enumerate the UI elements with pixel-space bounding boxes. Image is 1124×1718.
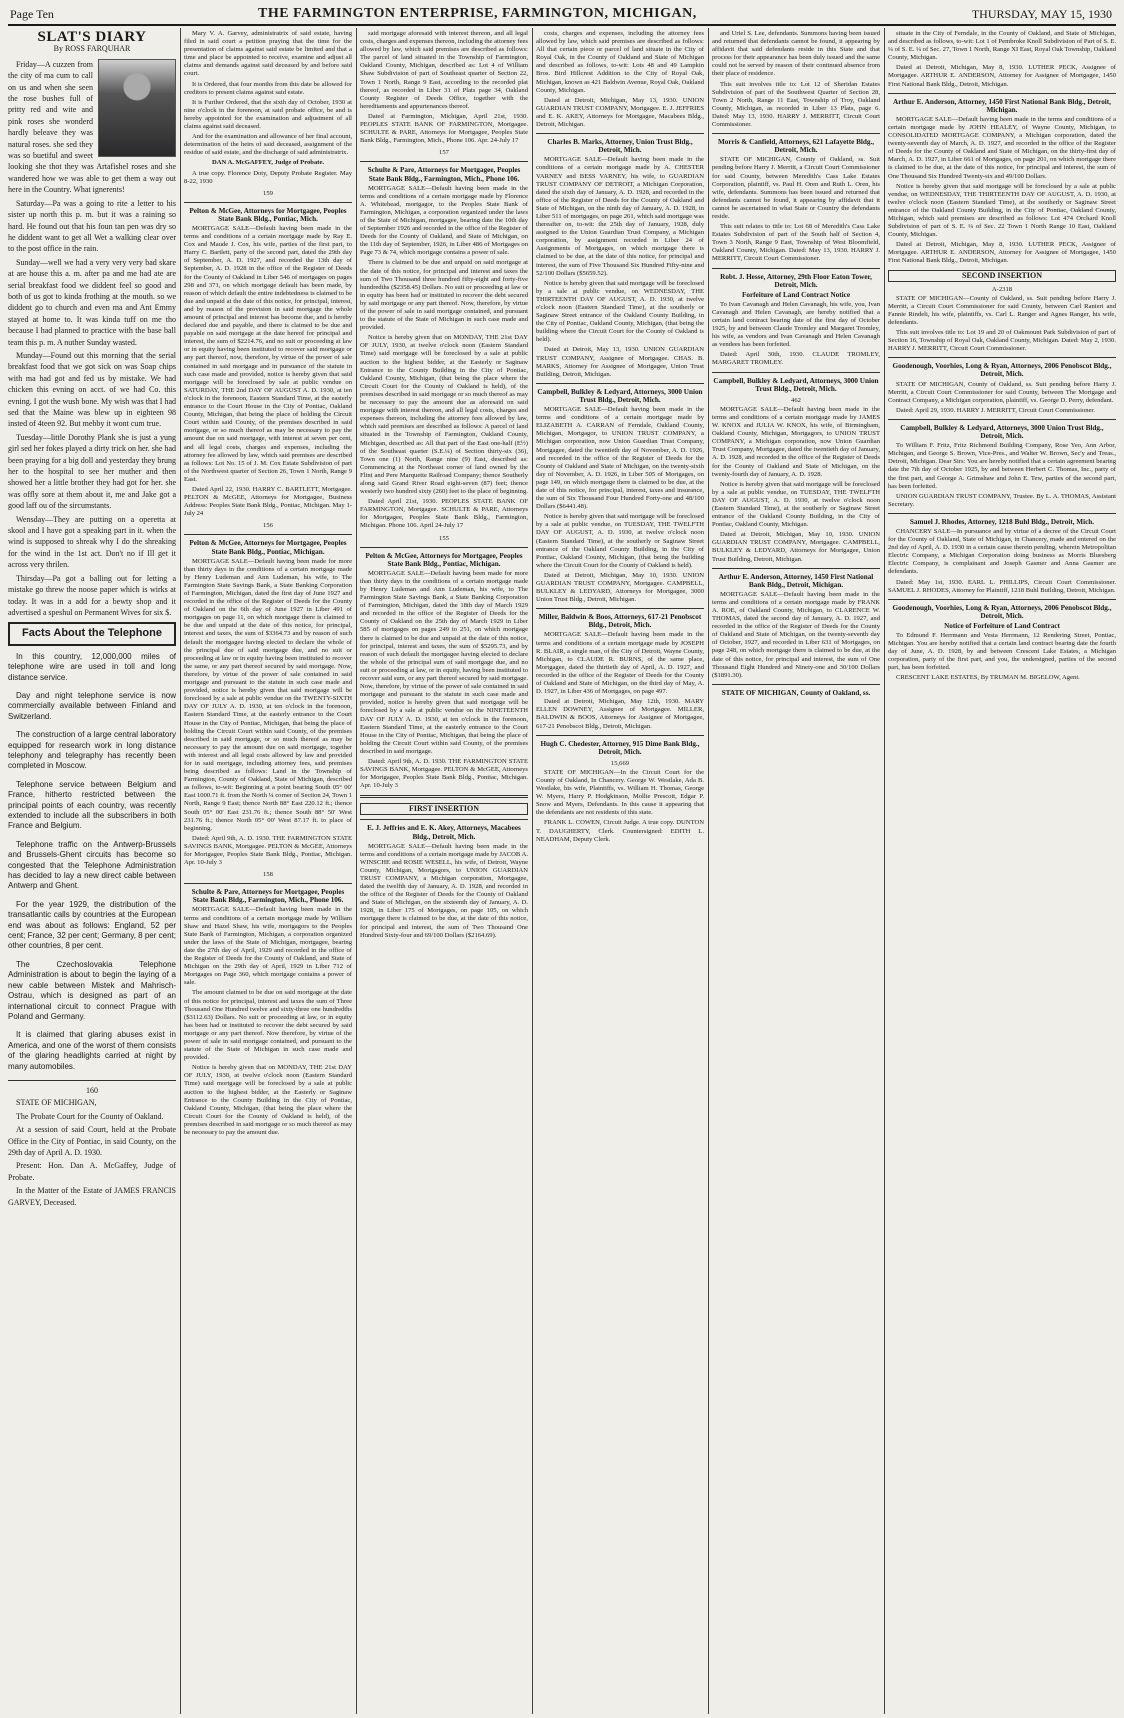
notice-line: STATE OF MICHIGAN,: [16, 1098, 97, 1108]
divider: [536, 383, 704, 384]
notice-paragraph: Dated: April 29, 1930. HARRY J. MERRITT, Circuit Court Commissioner.: [896, 406, 1095, 414]
telephone-fact: The Czechoslovakia Telephone Administration is about to begin the laying of a new cable between Mistek and Mahrisch-Ostrau, which is designed as part of an international circuit to connect Prague with Poland and Germany.: [8, 959, 176, 1021]
notice-line: Present: Hon. Dan A. McGaffey, Judge of Probate.: [8, 1161, 176, 1182]
attorney-heading: Arthur E. Anderson, Attorney, 1450 First National Bank Bldg., Detroit, Michigan.: [718, 572, 874, 589]
signature-line: DAN A. McGAFFEY, Judge of Probate.: [211, 159, 325, 167]
notice-paragraph: This suit involves title to: Lot 19 and 20 of Oakmount Park Subdivision of part of Section 16, Township of Royal Oak, Oakland County, Michigan. Dated: May 2, 1930. HARRY J. MERRITT, Circuit Court Commissioner.: [888, 329, 1116, 353]
notice-paragraph: MORTGAGE SALE—Default having been made in the terms and conditions of a certain mortgage made by William Shaw and Hazel Shaw, his wife, mortgagors to the Peoples State Bank of Farmington, Michigan, a corporation organized under the laws of the State of Michigan, mortgagee, bearing date the 27th day of April, 1929 and recorded in the office of the Register of Deeds for the County of Oakland, and State of Michigan on the 29th day of April, 1929 in Liber 712 of Mortgages on Page 360, which mortgage contains a power of sale.: [184, 906, 352, 987]
notice-paragraph: This suit relates to title to: Lot 68 of Meredith's Cass Lake Estates Subdivision of part of the South half of Section 4, Town 3 North, Range 9 East, Township of West Bloomfield, Oakland County, Michigan. Dated: May 13, 1930. HARRY J. MERRITT, Circuit Court Commissioner.: [712, 223, 880, 263]
attorney-heading: Miller, Baldwin & Boos, Attorneys, 617-21 Penobscot Bldg., Detroit, Mich.: [538, 613, 702, 630]
divider: [712, 568, 880, 569]
notice-paragraph: MORTGAGE SALE—Default having been made in the terms and conditions of a certain mortgage made by JAMES W. KNOX and JULIA W. KNOX, his wife, of Birmingham, Oakland County, Michigan, Mortgagors, to UNION TRUST COMPANY, a Michigan corporation, now Union Guardian Trust Company, Mortgagee, dated the twentieth day of January, A. D. 1928, and recorded in the office of the Register of Deeds for the County of Oakland and State of Michigan, on the twenty-fourth day of January, A. D. 1928.: [712, 405, 880, 478]
telephone-fact: Day and night telephone service is now commercially available between Finland and Switzerland.: [8, 690, 176, 721]
attorney-heading: Arthur E. Anderson, Attorney, 1450 First National Bank Bldg., Detroit, Michigan.: [893, 97, 1111, 114]
attorney-heading: Pelton & McGee, Attorneys for Mortgagee, Peoples State Bank Bldg., Pontiac, Mich.: [189, 206, 347, 223]
attorney-heading: STATE OF MICHIGAN, County of Oakland, ss.: [721, 688, 871, 697]
attorney-heading: Pelton & McGee, Attorneys for Mortgagee, Peoples State Bank Bldg., Pontiac, Michigan.: [189, 539, 347, 556]
notice-paragraph: And for the examination and allowance of her final account, determination of the heirs of said deceased, assignment of the residue of said estate, and the discharge of said administratrix.: [184, 133, 352, 157]
notice-paragraph: It is Ordered, that four months from this date be allowed for creditors to present claims against said estate.: [184, 80, 352, 96]
divider: [360, 547, 528, 548]
telephone-facts-body: [8, 652, 176, 1072]
notice-paragraph: Notice is hereby given that on MONDAY, THE 21st DAY OF JULY, 1930, at twelve o'clock noon (Eastern Standard Time) said mortgage will be foreclosed by a sale at public auction to the highest bidder, at the Easterly or Saginaw Entrance to the County Building in the City of Pontiac, Oakland County, Michigan, (that being the place where the Circuit Court for the County of Oakland is held), of the premises described in said mortgage or so much thereof as may be necessary to pay the amount due as aforesaid on said mortgage with interest thereon, and all legal costs, charges and expenses thereon, including the attorney fees allowed by law, which said premises are described as follows: A parcel of land situated in the Township of Farmington, Oakland County, Michigan, described as: All that part of the East one-half (E½) of the Southeast quarter (S.E.¼) of Section thirty-six (36), Town one (1) North, Range nine (9) East, described as: Commencing at the Northeast corner of land owned by the Flint and Pere Marquette Railroad Company; thence Southerly along said Grand River Road eight-seven (87) feet; thence westerly two hundred sixty (260) feet to the place of beginning.: [360, 334, 528, 496]
notice-paragraph: MORTGAGE SALE—Default having been made for more than thirty days in the conditions of a certain mortgage made by Henry Ludeman and Ann Ludeman, his wife, to The Farmington State Savings Bank, a State Banking Corporation of Farmington, Michigan, dated the first day of June 1927 and recorded in the office of the Register of Deeds for the County of Oakland on the 6th day of June 1927 in Liber 491 of mortgages on page 11, on which mortgage there is claimed to be due and unpaid at the date of this notice, for principal, interest and taxes, the sum of $3364.73 and by reason of such default the mortgagee having elected to declare the whole of the principal due of said mortgage due, and no suit or proceeding at law or in equity having been instituted to recover the same, or any part thereof secured by said mortgage. Now, therefore, by virtue of the power of sale contained in said mortgage and pursuant to the statute in such case made and provided, notice is hereby given that said mortgage will be foreclosed by a sale at public vendue on the TWENTY-SIXTH DAY OF JULY A. D. 1930, at ten o'clock in the forenoon, Eastern Standard Time, at the easterly entrance to the Court House in the City of Pontiac, Michigan, that being the place of holding the Circuit Court within said County, of the premises described in said mortgage, or so much thereof as may be necessary to pay the amount due on said mortgage, together with interest and all legal costs allowed by law and provided for in said mortgage, including attorney fees, said premises being described as follows: Land in the Township of Farmington, County of Oakland, State of Michigan, described as follows, to-wit: Beginning at a point bearing South 05° 00' East 1000.71 ft. from the North ¼ corner of Section 24, Town 1 North, Range 9 East; thence North 88° East 220.12 ft.; thence South 05° 00' East 231.76 ft.; thence South 88° 50' West 231.76 ft.; thence North 05° 00' West 87.17 ft. to place of beginning.: [184, 557, 352, 832]
telephone-fact: Telephone service between Belgium and France, hitherto restricted between the principal points of each country, was recently extended to include all the subscribers in both France and Belgium.: [8, 779, 176, 831]
slats-diary-byline: By ROSS FARQUHAR: [53, 44, 131, 54]
attorney-heading: Campbell, Bulkley & Ledyard, Attorneys, 3000 Union Trust Bldg., Detroit, Mich.: [537, 387, 703, 404]
notice-paragraph: costs, charges and expenses, including the attorney fees allowed by law, which said premises are described as follows: All that certain piece or parcel of land situate in the City of Royal Oak, in the County of Oakland and State of Michigan and described as follows, to-wit: Lots 48 and 49 Lampkin Bros. Bird Hillcrest Addition to the City of Royal Oak, Michigan, known as 421 Baldwin Avenue, Royal Oak, Oakland County, Michigan.: [536, 30, 704, 94]
page-number: Page Ten: [10, 7, 54, 21]
notice-paragraph: Dated at Detroit, Michigan, May 8, 1930. LUTHER PECK, Assignee of Mortgagee. ARTHUR E. ANDERSON, Attorney for Assignee of Mortgagee, 1450 First National Bank Bldg., Detroit, Michigan.: [888, 241, 1116, 265]
notice-paragraph: STATE OF MICHIGAN, County of Oakland, ss. Suit pending before Harry J. Merritt, a Circuit Court Commissioner for said County, between The Mortgage and Contract Company, a Michigan corporation, plaintiff, vs. George D. Perry, defendant.: [888, 380, 1116, 404]
column-2: [184, 30, 352, 1714]
divider: [888, 357, 1116, 358]
column-6: [888, 30, 1116, 1714]
notice-paragraph: MORTGAGE SALE—Default having been made in the terms and conditions of a certain mortgage made by FRANK A. ROE, of Oakland County, Michigan, to CLARENCE W. THOMAS, dated the second day of January, A. D. 1927, and recorded in the office of the Register of Deeds for the County of Oakland and State of Michigan, on the twenty-seventh day of October, 1927, and recorded in Liber 631 of Mortgages, on page 248, on which mortgage there is claimed to be due, at the date of this notice, for principal and interest, the sum of One Thousand Eight Hundred and Ninety-one and 30/100 Dollars ($1891.30).: [712, 590, 880, 679]
notice-paragraph: There is claimed to be due and unpaid on said mortgage at the date of this notice, for principal and interest and taxes the sum of Two Thousand three hundred fifty-eight and forty-five hundredths ($2358.45) Dollars. No suit or proceeding at law or in equity has been had or instituted to recover the debt secured by said mortgage or any part thereof. Now, therefore, by virtue of the power of sale in said mortgage contained, and pursuant to the statute of the State of Michigan in such case made and provided.: [360, 259, 528, 332]
notice-number: 159: [263, 189, 273, 197]
notice-paragraph: MORTGAGE SALE—Default having been made in the terms and conditions of a certain mortgage made by JOHN HEALEY, of Wayne County, Michigan, to CONSOLIDATED MORTGAGE COMPANY, a Michigan corporation, dated the twenty-seventh day of March, A. D. 1927, and recorded in the office of the Register of Deeds for the County of Oakland and State of Michigan, on the thirty-first day of March, A. D. 1927, in Liber 661 of Mortgages, on page 201, on which mortgage there is claimed to be due, at the date of this notice, for principal and interest, the sum of One Thousand Six Hundred Twenty-six and 49/100 Dollars.: [888, 115, 1116, 180]
cartoon-portrait-image: [98, 59, 176, 157]
divider: [184, 534, 352, 535]
divider: [536, 735, 704, 736]
notice-line: In the Matter of the Estate of JAMES FRANCIS GARVEY, Deceased.: [8, 1186, 176, 1207]
divider: [712, 133, 880, 134]
telephone-facts-title: Facts About the Telephone: [8, 622, 176, 645]
notice-paragraph: Notice is hereby given that on MONDAY, THE 21st DAY OF JULY, 1930, at twelve o'clock noon (Eastern Standard Time) said mortgage will be foreclosed by a sale at public auction to the highest bidder, at the Easterly or Saginaw Entrance to the County Building in the City of Pontiac, Oakland County, Michigan, (that being the place where the Circuit Court for the County of Oakland is held), of the premises described in said mortgage or so much thereof as may be necessary to pay the amount due.: [184, 1064, 352, 1136]
notice-paragraph: Dated: April 30th, 1930. CLAUDE TROMLEY, MARGARET TROMLEY.: [712, 351, 880, 367]
divider: [888, 419, 1116, 420]
notice-title: Forfeiture of Land Contract Notice: [741, 290, 851, 299]
notice-paragraph: To William F. Fritz, Fritz Richmond Building Company, Rose Yeo, Ann Arbor, Michigan, and George S. Brown, Vice-Pres., and Walter W. Brown, Sec'y and Treas., Detroit, Michigan. Dear Sirs: You are hereby notified that a certain agreement bearing date the 7th day of October 1925, by and between Herbert C. Thomas, Inc., party of the first part, and George A. Grimshaw and John E. Tew, parties of the second part, has been forfeited.: [888, 442, 1116, 490]
telephone-fact: It is claimed that glaring abuses exist in America, and one of the worst of them consists of the glaring headlights carried at night by many automobiles.: [8, 1030, 176, 1071]
notice-paragraph: Dated at Farmington, Michigan, April 21st, 1930. PEOPLES STATE BANK OF FARMINGTON, Mortgagee. SCHULTE & PARE, Attorneys for Mortgagee, Peoples State Bank Bldg., Farmington, Mich., Phone 106. Apr. 24-July 17: [360, 112, 528, 145]
notice-paragraph: MORTGAGE SALE—Default having been made in the terms and conditions of a certain mortgage made by JACOB A. WINSCHE and ROSIE WESELL, his wife, of Detroit, Wayne County, Michigan, Mortgagors, to UNION GUARDIAN TRUST COMPANY, a Michigan corporation, Mortgagee, dated the twelfth day of January, A. D. 1928, and recorded in the office of the Register of Deeds for the County of Oakland and State of Michigan, on the sixteenth day of January, A. D. 1928, in Liber 175 of Mortgages, on page 105, on which mortgage there is claimed to be due, at the date of this notice, for principal and interest, the sum of Two Thousand One Hundred Sixty-four and 69/100 Dollars ($2164.69).: [360, 842, 528, 939]
notice-paragraph: Dated at Detroit, May 13, 1930. UNION GUARDIAN TRUST COMPANY, Assignee of Mortgagee. CHAS. B. MARKS, Attorney for Assignee of Mortgagee, Union Trust Building, Detroit, Michigan.: [536, 346, 704, 378]
attorney-heading: E. J. Jeffries and E. K. Akey, Attorneys, Macabees Bldg., Detroit, Mich.: [367, 824, 521, 841]
diary-entry: Thirsday—Pa got a balling out for letting a mistake go threw the noose paper which is wirks at today. It was in a add for a bewty shop and it advertised a speshul on Permanent Wives for six $.: [8, 573, 176, 617]
telephone-fact: Telephone traffic on the Antwerp-Brussels and Brussels-Ghent circuits has become so congested that the Telephone Administration has decided to lay a new direct cable between Antwerp and Ghent.: [8, 839, 176, 891]
notice-number: 160: [86, 1085, 98, 1095]
divider: [360, 819, 528, 820]
notice-paragraph: Dated at Detroit, Michigan, May 10, 1930. UNION GUARDIAN TRUST COMPANY, Mortgagee. CAMPBELL, BULKLEY & LEDYARD, Attorneys for Mortgagee, 3000 Union Trust Bldg., Detroit, Michigan.: [536, 571, 704, 604]
masthead: THE FARMINGTON ENTERPRISE, FARMINGTON, MICHIGAN,: [258, 6, 697, 21]
notice-paragraph: Notice is hereby given that said mortgage will be foreclosed by a sale at public vendue, on WEDNESDAY, THE THIRTEENTH DAY OF AUGUST, A. D. 1930, at twelve o'clock noon (Eastern Standard Time), at the southerly or Saginaw Street entrance of the Oakland County Building, in the City of Pontiac, Oakland County, Michigan, (that being the building where the Circuit Court for the County of Oakland is held).: [536, 279, 704, 344]
column-4: [536, 30, 704, 1714]
notice-number: 158: [263, 871, 273, 879]
column-rule: [884, 28, 885, 1714]
divider: [8, 1080, 176, 1081]
column-rule: [708, 28, 709, 1714]
notice-paragraph: Dated: May 1st, 1930. EARL L. PHILLIPS, Circuit Court Commissioner. SAMUEL J. RHODES, Attorney for Plaintiff, 1218 Buhl Building, Detroit, Michigan.: [888, 578, 1116, 594]
notice-paragraph: Dated April 22, 1930. HARRY C. BARTLETT, Mortgagee. PELTON & McGEE, Attorneys for Mortgagee, Business Address: Peoples State Bank Bldg., Pontiac, Michigan. May 1-July 24: [184, 485, 352, 518]
telephone-fact: The construction of a large central laboratory equipped for research work in long distance telephony and telegraphy has recently been completed in Moscow.: [8, 730, 176, 771]
divider: [712, 684, 880, 685]
notice-paragraph: Dated at Detroit, Michigan, May 8, 1930. LUTHER PECK, Assignee of Mortgagee. ARTHUR E. ANDERSON, Attorney for Assignee of Mortgagee, 1450 First National Bank Bldg., Detroit, Michigan.: [888, 64, 1116, 88]
notice-paragraph: STATE OF MICHIGAN—In the Circuit Court for the County of Oakland, In Chancery. George W. Westlake, Ada B. Westlake, his wife, Plaintiffs, vs. William H. Thomas, George W. Myers, Harry P. Hodgkinson, Mollie Prescott, Edgar P. Snow and Myers, Defendants. In this cause it appearing that the defendants are not residents of this state.: [536, 768, 704, 817]
diary-entry: Sunday—well we had a very very very bad skare at are house this a. m. after pa and me had ate are serial breakfast food we diddent feel so good and both of us got to kinda frothing at the mouth. so we diddent go to church and even ma and Ant Emmy stayed at home to. It was kinda tuff on me tho because I had planned to practice with the base ball team this p. m. A nuther Sunday wasted.: [8, 257, 176, 347]
attorney-heading: Campbell, Bulkley & Ledyard, Attorneys, 3000 Union Trust Bldg., Detroit, Mich.: [713, 376, 879, 393]
notice-paragraph: MORTGAGE SALE—Default having been made in the terms and conditions of a certain mortgage made by Florence A. Whitehead, mortgagor, to the Peoples State Bank of Farmington, Michigan, a corporation organized under the laws of the State of Michigan, mortgagee, bearing date the 10th day of September 1926 and recorded in the office of the Register of Deeds for the County of Oakland, and State of Michigan, on the 11th day of September, 1926, in Liber 486 of Mortgages on Page 73 & 74, which mortgage contains a power of sale.: [360, 184, 528, 257]
column-5: [712, 30, 880, 1714]
attorney-heading: Goodenough, Voorhies, Long & Ryan, Attorneys, 2006 Penobscot Bldg., Detroit, Mich.: [892, 362, 1112, 379]
notice-paragraph: Dated at Detroit, Michigan, May 13, 1930. UNION GUARDIAN TRUST COMPANY, Mortgagee. E. J. JEFFRIES and E. K. AKEY, Attorneys for Mortgagee, Macabees Bldg., Detroit, Michigan.: [536, 96, 704, 129]
probate-notice: [8, 1085, 176, 1208]
notice-paragraph: STATE OF MICHIGAN, County of Oakland, ss. Suit pending before Harry J. Merritt, a Circuit Court Commissioner for said County, between Meredith's Cass Lake Estates Corporation, plaintiff, vs. Paul H. Oren and Ruth L. Oren, his wife, defendants. Summons has been issued and returned that defendants cannot be found, it appearing by affidavit that it cannot be ascertained in what State or Country the defendants reside.: [712, 156, 880, 220]
notice-paragraph: The amount claimed to be due on said mortgage at the date of this notice for principal, interest and taxes the sum of Three Thousand One Hundred twelve and sixty-three one hundredths ($3112.63) Dollars. No suit or proceeding at law, or in equity has been had or instituted to recover the debt secured by said mortgage or any part thereof. Now therefore, by virtue of the power of sale in said mortgage contained, and pursuant to the statute of the State of Michigan in such case made and provided.: [184, 989, 352, 1062]
notice-paragraph: MORTGAGE SALE—Default having been made in the terms and conditions of a certain mortgage made by ELIZABETH A. CARRAN of Ferndale, Oakland County, Michigan, Mortgagor, to UNION TRUST COMPANY, a Michigan corporation, now Union Guardian Trust Company, Mortgagee, dated the twentieth day of November, A. D. 1926, and recorded in the office of the Register of Deeds for the County of Oakland and State of Michigan, on the twenty-sixth day of November, A. D. 1926, in Liber 505 of Mortgages, on page 149, on which mortgage there is claimed to be due, at the date of this notice, for principal, interest, taxes and insurance, the sum of Six Thousand Four Hundred Forty-one and 48/100 Dollars ($6441.48).: [536, 406, 704, 511]
attorney-heading: Schulte & Pare, Attorneys for Mortgagee, Peoples State Bank Bldg., Farmington, Mich., Phone 106.: [367, 166, 521, 183]
attorney-heading: Pelton & McGee, Attorneys for Mortgagee, Peoples State Bank Bldg., Pontiac, Michigan.: [365, 551, 523, 568]
attorney-heading: Hugh C. Chedester, Attorney, 915 Dime Bank Bldg., Detroit, Mich.: [540, 739, 700, 756]
notice-paragraph: Dated April 21st, 1930. PEOPLES STATE BANK OF FARMINGTON, Mortgagee. SCHULTE & PARE, Attorneys for Mortgagee, Peoples State Bank Bldg., Farmington, Michigan. Phone 106. April 24-July 17: [360, 498, 528, 530]
issue-date: THURSDAY, MAY 15, 1930: [971, 7, 1112, 21]
divider: [888, 599, 1116, 600]
diary-entry: Tuesday—little Dorothy Plank she is just a yung girl sed her fokes played a dirty trick on her. she had been praying for a big doll and yesterday they brung her to the hospital to see her muther and then showed her a little brother they had got for her. she was offly sore at them about it, me and Jake got a good laff ou of the sircumstants.: [8, 432, 176, 511]
divider: [888, 93, 1116, 94]
telephone-fact: In this country, 12,000,000 miles of telephone wire are used in toll and long distance service.: [8, 651, 176, 682]
diary-entry: Friday—A cuzzen from the city of ma cum to call on us and when she seen the rose bushes full of pritty red and wite and pink roses she wonderd hardly beleave they was natural roses. she sed they was so buetiful and sweet looking she thot they was Artafishel roses and she wandered how we was able to get them a way out here in the Country. What ignerents!: [8, 59, 176, 195]
attorney-heading: Charles B. Marks, Attorney, Union Trust Bldg., Detroit, Mich.: [547, 138, 693, 155]
notice-paragraph: Mary V. A. Garvey, administratrix of said estate, having filed in said court a petition praying that the time for the presentation of claims against said estate be limited and that a time and place be appointed to receive, examine and adjust all claims and demands against said deceased by and before said court.: [184, 30, 352, 78]
divider: [360, 161, 528, 162]
column-rule: [532, 28, 533, 1714]
diary-entry: Saturday—Pa was a going to rite a letter to his sister up north this p. m. but it was a raining so hard. He found out that his foun tan pen was dry so he diddent want to get all Wet a walking clear over to the post office in the rain.: [8, 198, 176, 254]
notice-paragraph: FRANK L. COWEN, Circuit Judge. A true copy. DUNTON T. DAUGHERTY, Clerk. Countersigned: EDITH L. NEADHAM, Deputy Clerk.: [536, 819, 704, 843]
attorney-heading: Schulte & Pare, Attorneys for Mortgagee, Peoples State Bank Bldg., Farmington, Mich., Phone 106.: [191, 888, 345, 905]
notice-line: At a session of said Court, held at the Probate Office in the City of Pontiac, in said County, on the 29th day of April A. D. 1930.: [8, 1125, 176, 1157]
notice-paragraph: MORTGAGE SALE—Default having been made in the terms and conditions of a certain mortgage made by Ray E. Cox and Maude J. Cox, his wife, parties of the first part, to Harry C. Bartlett, party of the second part, dated the 29th day of September, A. D. 1927, and recorded the 13th day of September, A. D. 1928 in the office of the Register of Deeds for the County of Oakland in Liber 546 of mortgages on pages 298 and 371, on which mortgage default has been made, by reason of which default the entire indebtedness is claimed to be due and unpaid at the date of this notice, for principal, interest, and by reason of the provision in said mortgage the whole amount of principal and interest has become due, and is hereby declared due and payable, and there is claimed to be due and payable on said mortgage at the date hereof for principal and interest, the sum of $2214.76, and no suit or proceeding at law or in equity having been instituted to recover said mortgage or any part thereof, now, therefore, by virtue of the power of sale contained in said mortgage and in pursuance of the statute in such case made and provided, notice is hereby given that said mortgage will be foreclosed by sale at public vendue on SATURDAY, THE 2nd DAY OF AUGUST A. D. 1930, at ten o'clock in the forenoon, Eastern Standard Time, at the easterly entrance to the Court House in the City of Pontiac, Oakland County, Michigan, that being the place of holding the Circuit Court within said County, of the premises described in said mortgage, or so much thereof as may be necessary to pay the amount due on said mortgage, with interest at seven per cent, and all legal costs, charges and expenses, including the attorney fee allowed by law, which said premises are described as follows: Lot No. 15 of J. M. Cox Estate Subdivision of part of the Northwest quarter of Section 26, Town 1 North, Range 9 East.: [184, 224, 352, 483]
notice-paragraph: It is Further Ordered, that the sixth day of October, 1930 at nine o'clock in the forenoon, at said probate office, be and is hereby appointed for the examination and adjustment of all claims against said deceased.: [184, 98, 352, 131]
attorney-heading: Robt. J. Hesse, Attorney, 29th Floor Eaton Tower, Detroit, Mich.: [720, 272, 872, 289]
diary-entry: Wensday—They are putting on a operetta at skool and I have got a speaking part in it. when the wind is supposed to shreak why I do the shreaking for the wind in the 1st act. Don't no if Ill get it across very thrilen.: [8, 514, 176, 570]
notice-paragraph: Dated at Detroit, Michigan, May 12th, 1930. MARY ELLEN DOWNEY, Assignee of Mortgagee. MILLER, BALDWIN & BOOS, Attorneys for Assignee of Mortgagee, 617-21 Penobscot Bldg., Detroit, Michigan.: [536, 698, 704, 730]
notice-paragraph: MORTGAGE SALE—Default having been made for more than thirty days in the conditions of a certain mortgage made by Henry Ludeman and Ann Ludeman, his wife, to The Farmington State Savings Bank, a State Banking Corporation of Farmington, Michigan, dated the 18th day of March 1929 and recorded in the office of the Register of Deeds for the County of Oakland on the 25th day of March 1929 in Liber 585 of mortgages on pages 249 to 251, on which mortgage there is claimed to be due and unpaid at the date of this notice, for principal, interest and taxes, the sum of $5295.73, and by reason of such default the mortgagee having elected to declare the whole of the principal sum of said mortgage due, and no suit or proceeding at law, or in equity, having been instituted to recover said sum, or any part thereof secured by said mortgage. Now, therefore, by virtue of the power of sale contained in said mortgage and pursuant to the statute in such case made and provided, notice is hereby given that said mortgage will be foreclosed by a sale at public vendue on the NINETEENTH DAY OF JULY A. D. 1930, at ten o'clock in the forenoon, Eastern Standard Time, at the easterly entrance to the Court House in the City of Pontiac, Michigan, that being the place of holding the Circuit Court within said County, of the premises described in said mortgage.: [360, 569, 528, 755]
probate-notice-body: [8, 1097, 176, 1208]
notice-paragraph: This suit involves title to: Lot 12 of Sheridan Estates Subdivision of part of the Southwest Quarter of Section 28, Town 2 North, Range 11 East, Township of Troy, Oakland County, Michigan, as recorded in Liber 13 Plats, page 6. Dated: May 13, 1930. HARRY J. MERRITT, Circuit Court Commissioner.: [712, 80, 880, 129]
page-header: [8, 4, 1116, 26]
notice-paragraph: CHANCERY SALE—In pursuance and by virtue of a decree of the Circuit Court for the County of Oakland, State of Michigan, in Chancery, made and entered on the 2nd day of April, A. D. 1930 in a certain cause therein pending, wherein Metropolitan Electric Company, a Michigan Corporation doing business as Morris Bluesberg Electric Company, is complainant and Joseph Gasmer and Anna Gasmer are defendants.: [888, 527, 1116, 576]
section-heading: FIRST INSERTION: [360, 803, 528, 815]
notice-paragraph: To Ivan Cavanagh and Helen Cavanagh, his wife, you, Ivan Cavanagh and Helen Cavanagh, are hereby notified that a certain land contract bearing date of the first day of October 1925, by and between Claude Tromley and Margaret Tromley, his wife, as vendors and Ivan Cavanagh and Helen Cavanagh as vendees has been forfeited.: [712, 300, 880, 349]
slats-diary-title: SLAT'S DIARY: [37, 30, 147, 45]
notice-paragraph: and Uriel S. Lee, defendants. Summons having been issued and returned that defendants cannot be found, it appearing by affidavit that said defendants reside in this State and that process for their appearance has been duly issued and the same could not be served by reason of their continued absence from their place of residence.: [712, 30, 880, 78]
notice-paragraph: Dated: April 9th, A. D. 1930. THE FARMINGTON STATE SAVINGS BANK, Mortgagee. PELTON & McGEE, Attorneys for Mortgagee, Peoples State Bank Bldg., Pontiac, Michigan. Apr. 10-July 3: [360, 757, 528, 790]
notice-paragraph: said mortgage aforesaid with interest thereon, and all legal costs, charges and expenses thereon, including the attorney fees allowed by law, which said premises are described as follows: The parcel of land situated in the Township of Farmington, Oakland County, Michigan, described as: Lot 4 of William Shaw Subdivision of part of Southeast quarter of Section 22, Town 1 North, Range 9 East, according to the recorded plat thereof, as recorded in Liber 31 of Plats page 34, Oakland County Register of Deeds Office, together with the hereditaments and appurtenances thereof.: [360, 30, 528, 110]
attorney-heading: Morris & Canfield, Attorneys, 621 Lafayette Bldg., Detroit, Mich.: [717, 138, 875, 155]
notice-number: 157: [439, 149, 449, 157]
notice-paragraph: Notice is hereby given that said mortgage will be foreclosed by a sale at public vendue, on WEDNESDAY, THE THIRTEENTH DAY OF AUGUST, A. D. 1930, at twelve o'clock noon (Eastern Standard Time), at the southerly or Saginaw Street entrance of the Oakland County Building, in the City of Pontiac, Oakland County, Michigan, which said premises are described as follows: Lot 474 Orchard Knoll Subdivision of part of S. E. ¼ of Sec. 22 Town 1 North Range 10 East, Oakland County, Michigan.: [888, 182, 1116, 239]
divider: [536, 133, 704, 134]
telephone-fact: For the year 1929, the distribution of the transatlantic calls by countries at the European end was about as follows: England, 52 per cent; France, 32 per cent; Germany, 8 per cent; other countries, 8 per cent.: [8, 899, 176, 951]
column-rule: [180, 28, 181, 1714]
notice-line: The Probate Court for the County of Oakland.: [16, 1111, 164, 1121]
diary-entry: Munday—Found out this morning that the serial breakfast food that we got sick on was Soap chips with ma had got and fed us by mistake. We had chicken this evning on acct. of we had Co. this evning. I got the wush bone. My wish was that I had sed that the Maine was blew up in eighteen 98 insted of 4teen 92. But mebby it wont cum true.: [8, 350, 176, 429]
column-1: [8, 30, 176, 1714]
notice-number: 155: [439, 534, 449, 542]
notice-paragraph: A true copy. Florence Doty, Deputy Probate Register. May 8-22, 1930: [184, 169, 352, 185]
section-heading: SECOND INSERTION: [888, 270, 1116, 282]
divider: [360, 795, 528, 798]
notice-paragraph: Dated at Detroit, Michigan, May 10, 1930. UNION GUARDIAN TRUST COMPANY, Mortgagee. CAMPBELL, BULKLEY & LEDYARD, Attorneys for Mortgagee, Union Trust Building, Detroit, Michigan.: [712, 531, 880, 563]
notice-paragraph: Notice is hereby given that said mortgage will be foreclosed by a sale at public vendue, on TUESDAY, THE TWELFTH DAY OF AUGUST, A. D. 1930, at twelve o'clock noon (Eastern Standard Time), at the southerly or Saginaw Street entrance of the Oakland County Building, in the City of Pontiac, Oakland County, Michigan.: [712, 480, 880, 529]
attorney-heading: Goodenough, Voorhies, Long & Ryan, Attorneys, 2006 Penobscot Bldg., Detroit, Mich.: [892, 603, 1112, 620]
divider: [712, 372, 880, 373]
notice-paragraph: MORTGAGE SALE—Default having been made in the terms and conditions of a certain mortgage made by JOSEPH R. BLAIR, a single man, of the City of Detroit, Wayne County, Michigan, to CLAUDE R. BURNS, of the same place, Mortgagee, dated the thirtieth day of April, A. D. 1927, and recorded in the office of the Register of Deeds for the County of Oakland and State of Michigan, on the third day of May, A. D. 1927, in Liber 436 of Mortgages, on page 497.: [536, 631, 704, 696]
notice-title: Notice of Forfeiture of Land Contract: [944, 621, 1060, 630]
attorney-heading: Samuel J. Rhodes, Attorney, 1218 Buhl Bldg., Detroit, Mich.: [909, 517, 1095, 526]
divider: [536, 608, 704, 609]
notice-paragraph: UNION GUARDIAN TRUST COMPANY, Trustee. By L. A. THOMAS, Assistant Secretary.: [888, 492, 1116, 508]
divider: [184, 202, 352, 203]
attorney-heading: Campbell, Bulkley & Ledyard, Attorneys, 3000 Union Trust Bldg., Detroit, Mich.: [900, 423, 1104, 441]
notice-paragraph: STATE OF MICHIGAN—County of Oakland, ss. Suit pending before Harry J. Merritt, a Circuit Court Commissioner for said County, between Carl Ranieri and Fannie Rindeli, his wife, plaintiffs, vs. Carl L. Ranger and Agnes Ranger, his wife, defendants.: [888, 294, 1116, 326]
column-rule: [356, 28, 357, 1714]
notice-paragraph: situate in the City of Ferndale, in the County of Oakland, and State of Michigan, and described as follows, to-wit: Lot 1 of Pembroke Knoll Subdivision of Part of S. E. ¼ of S. E. ¼ of Sec. 27, Town 1 North, Range XI East, Royal Oak Township, Oakland County, Michigan.: [888, 30, 1116, 62]
notice-number: 156: [263, 522, 273, 530]
divider: [712, 268, 880, 269]
notice-paragraph: Dated: April 9th, A. D. 1930. THE FARMINGTON STATE SAVINGS BANK, Mortgagee. PELTON & McGEE, Attorneys for Mortgagee, Peoples State Bank Bldg., Pontiac, Michigan. Apr. 10-July 3: [184, 834, 352, 867]
divider: [184, 883, 352, 884]
notice-paragraph: Notice is hereby given that said mortgage will be foreclosed by a sale at public vendue, on TUESDAY, THE TWELFTH DAY OF AUGUST, A. D. 1930, at twelve o'clock noon (Eastern Standard Time), at the southerly or Saginaw Street entrance of the Oakland County Building, in the City of Pontiac, Oakland County, Michigan, (that being the building where the Circuit Court for the County of Oakland is held).: [536, 513, 704, 569]
notice-number: 15,669: [610, 759, 630, 767]
notice-paragraph: CRESCENT LAKE ESTATES, By TRUMAN M. BIGELOW, Agent.: [896, 674, 1080, 682]
divider: [888, 513, 1116, 514]
column-3: [360, 30, 528, 1714]
notice-number: A-2318: [991, 285, 1013, 293]
notice-paragraph: MORTGAGE SALE—Default having been made in the conditions of a certain mortgage made by A. CHESTER VARNEY and BESS VARNEY, his wife, to GUARDIAN TRUST COMPANY OF DETROIT, a Michigan Corporation, dated the sixth day of January, A. D. 1928, and recorded in the office of the Register of Deeds for the County of Oakland and State of Michigan, on the ninth day of January, A. D. 1928, in Liber 511 of mortgages, on page 261, which said mortgage was thereafter on, to-wit: the 25th day of January, 1928, duly assigned to the Union Guardian Trust Company, a Michigan corporation, by assignment recorded in Liber 24 of Assignments of Mortgages, on which mortgage there is claimed to be due, at the date of this notice, for principal and interest, the sum of Five Thousand Six Hundred Fifty-nine and 52/100 Dollars ($5659.52).: [536, 156, 704, 277]
notice-paragraph: To Edmund F. Herrmann and Vesta Herrmann, 12 Rendering Street, Pontiac, Michigan. You are hereby notified that a certain land contract bearing date the fourth day of June, A. D. 1928, by and between Crescent Lake Estates, a Michigan corporation, party of the first part, and you, the undersigned, parties of the second part, has been forfeited.: [888, 632, 1116, 672]
notice-number: 462: [791, 396, 801, 404]
